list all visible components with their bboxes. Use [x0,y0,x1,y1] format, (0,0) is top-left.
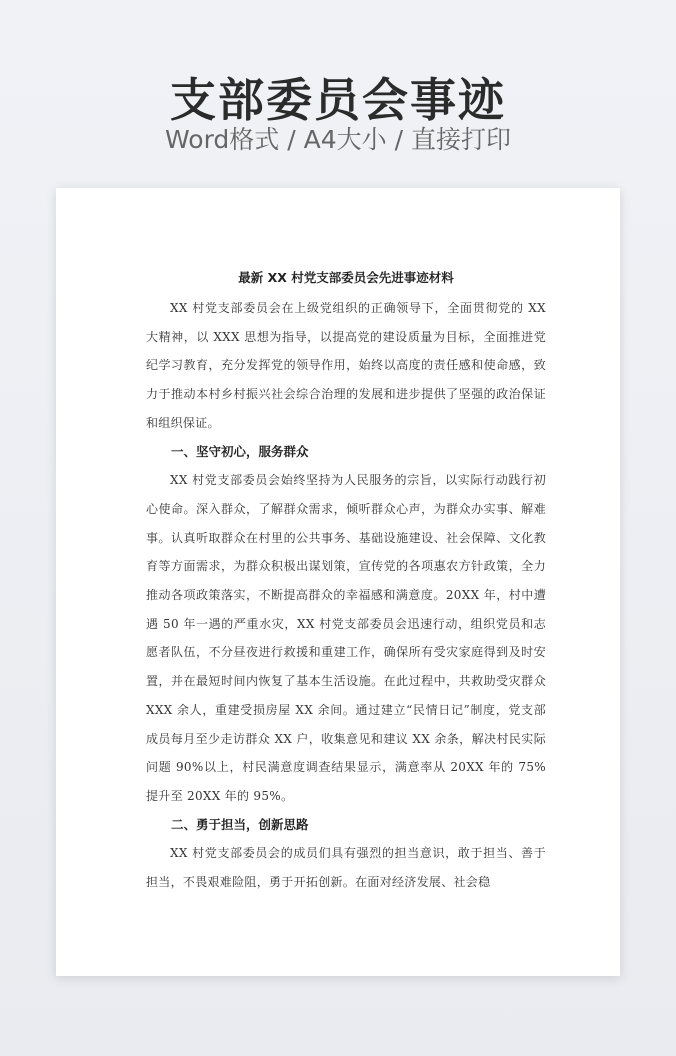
document-title: 最新 XX 村党支部委员会先进事迹材料 [238,270,454,285]
section-2-paragraph: XX 村党支部委员会的成员们具有强烈的担当意识，敢于担当、善于担当，不畏艰难险阻，勇于开拓创新。在面对经济发展、社会稳 [146,846,546,890]
page-title: 支部委员会事迹 [170,73,506,127]
section-2-heading: 二、勇于担当，创新思路 [171,816,309,832]
section-1-paragraph: XX 村党支部委员会始终坚持为人民服务的宗旨，以实际行动践行初心使命。深入群众，了解群众需求，倾听群众心声，为群众办实事、解难事。认真听取群众在村里的公共事务、基础设施建设、社会保障、文化教育等方面需求，为群众积极出谋划策，宣传党的各项惠农方针政策，全力推动各项政策落实，不断提高群众的幸福感和满意度。20XX 年，村中遭遇 50 年一遇的严重水灾，XX 村党支部委员会迅速行动，组织党员和志愿者队伍，不分昼夜进行救援和重建工作，确保所有受灾家庭得到及时安置，并在最短时间内恢复了基本生活设施。在此过程中，共救助受灾群众 XXX 余人，重建受损房屋 XX 余间。通过建立“民情日记”制度，党支部成员每月至少走访群众 XX 户，收集意见和建议 XX 余条，解决村民实际问题 90%以上，村民满意度调查结果显示，满意率从 20XX 年的 75%提升至 20XX 年的 95%。 [146,473,546,803]
intro-paragraph: XX 村党支部委员会在上级党组织的正确领导下，全面贯彻党的 XX 大精神，以 XXX 思想为指导，以提高党的建设质量为目标，全面推进党纪学习教育，充分发挥党的领导作用，始终以高度的责任感和使命感，致力于推动本村乡村振兴社会综合治理的发展和进步提供了坚强的政治保证和组织保证。 [146,301,546,430]
page-subtitle: Word格式 / A4大小 / 直接打印 [165,125,511,154]
document-body [146,266,546,897]
document-page [56,188,620,976]
section-1-heading: 一、坚守初心，服务群众 [171,443,309,459]
